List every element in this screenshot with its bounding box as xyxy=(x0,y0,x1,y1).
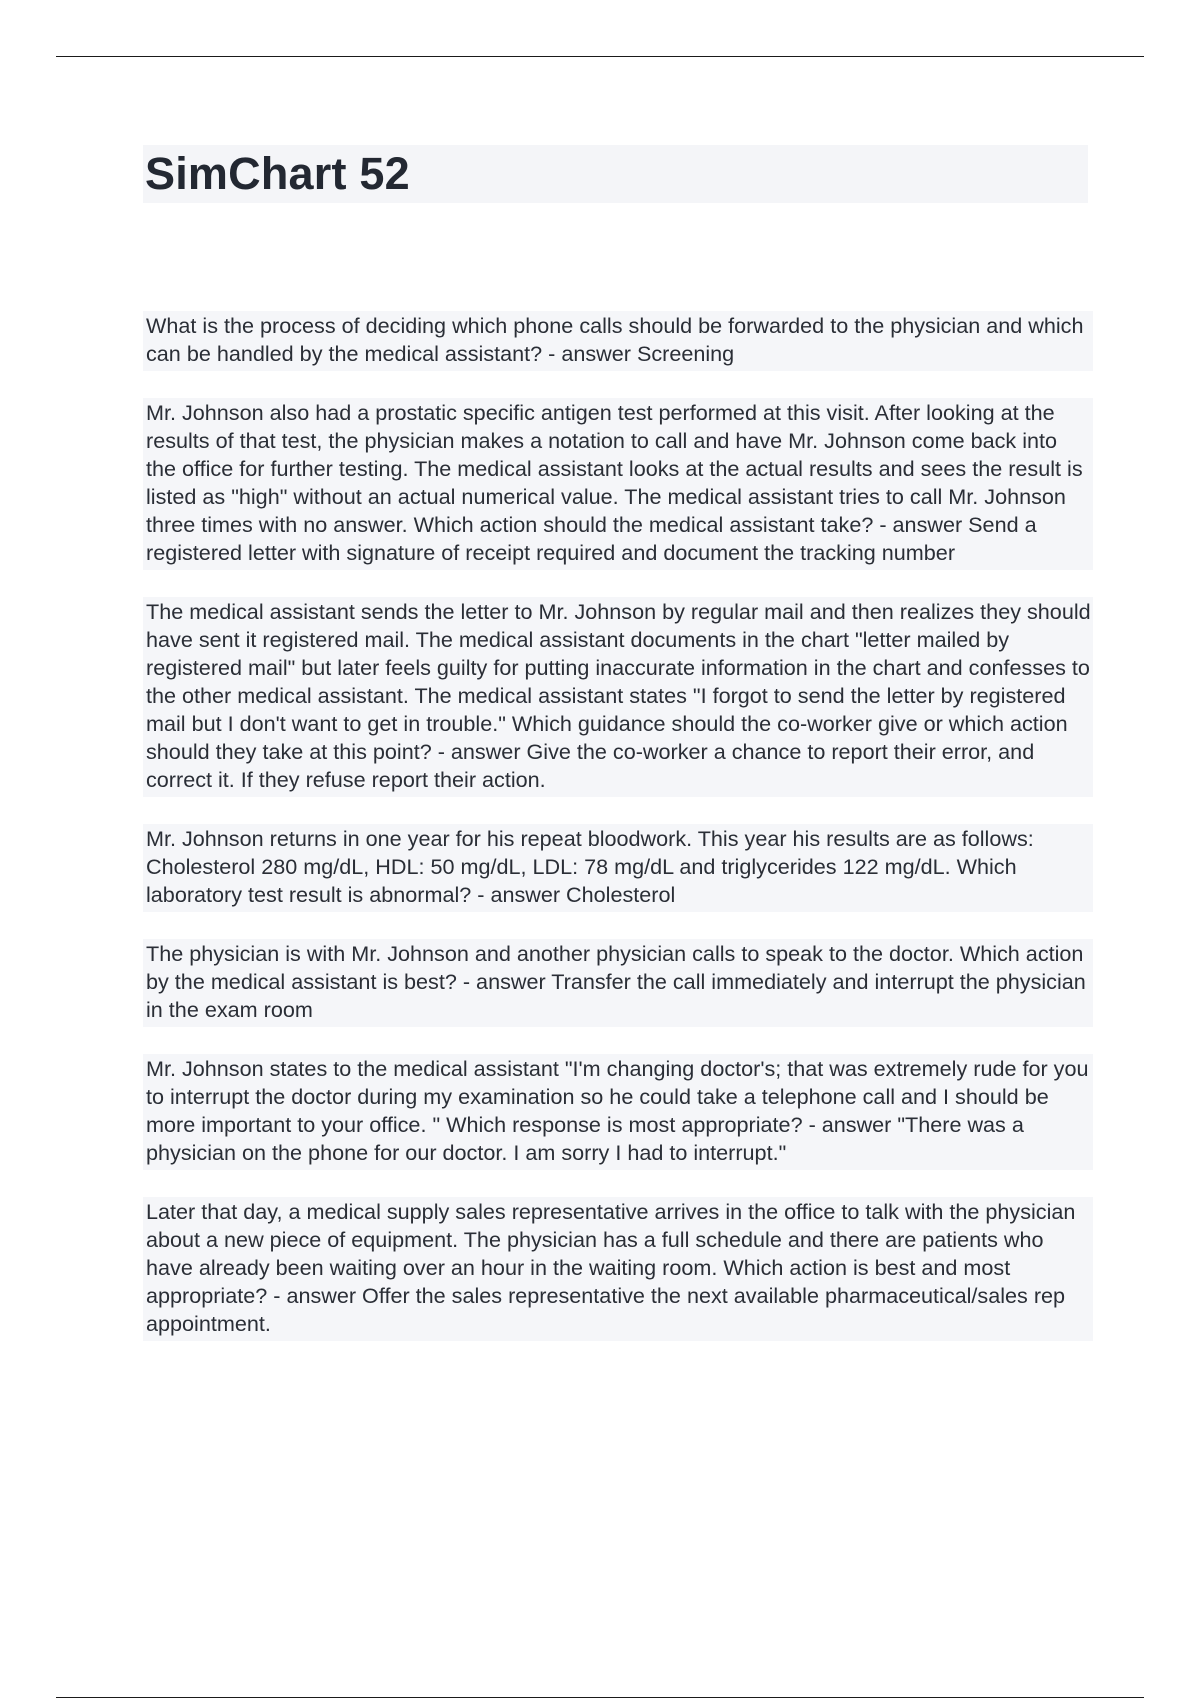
qa-item: Mr. Johnson also had a prostatic specific antigen test performed at this visit. After looking at the results of that test, the physician makes a notation to call and have Mr. Johnson come back into the office for further testing. The medical assistant looks at the actual results and sees the result is listed as "high" without an actual numerical value. The medical assistant tries to call Mr. Johnson three times with no answer. Which action should the medical assistant take? - answer Send a registered letter with signature of receipt required and document the tracking number xyxy=(143,398,1093,570)
qa-item: Later that day, a medical supply sales representative arrives in the office to talk with the physician about a new piece of equipment. The physician has a full schedule and there are patients who have already been waiting over an hour in the waiting room. Which action is best and most appropriate? - answer Offer the sales representative the next available pharmaceutical/sales rep appointment. xyxy=(143,1197,1093,1341)
qa-item: The physician is with Mr. Johnson and another physician calls to speak to the doctor. Which action by the medical assistant is best? - answer Transfer the call immediately and interrupt the physician in the exam room xyxy=(143,939,1093,1027)
top-rule xyxy=(56,56,1144,57)
qa-item: Mr. Johnson returns in one year for his repeat bloodwork. This year his results are as follows: Cholesterol 280 mg/dL, HDL: 50 mg/dL, LDL: 78 mg/dL and triglycerides 122 mg/dL. Which laboratory test result is abnormal? - answer Cholesterol xyxy=(143,824,1093,912)
qa-item: What is the process of deciding which phone calls should be forwarded to the physician and which can be handled by the medical assistant? - answer Screening xyxy=(143,311,1093,371)
document-title: SimChart 52 xyxy=(145,148,410,199)
qa-item: Mr. Johnson states to the medical assistant "I'm changing doctor's; that was extremely rude for you to interrupt the doctor during my examination so he could take a telephone call and I should be more important to your office. " Which response is most appropriate? - answer "There was a physician on the phone for our doctor. I am sorry I had to interrupt." xyxy=(143,1054,1093,1170)
bottom-rule xyxy=(56,1697,1144,1698)
qa-list xyxy=(143,311,1093,1368)
qa-item: The medical assistant sends the letter to Mr. Johnson by regular mail and then realizes they should have sent it registered mail. The medical assistant documents in the chart "letter mailed by registered mail" but later feels guilty for putting inaccurate information in the chart and confesses to the other medical assistant. The medical assistant states "I forgot to send the letter by registered mail but I don't want to get in trouble." Which guidance should the co-worker give or which action should they take at this point? - answer Give the co-worker a chance to report their error, and correct it. If they refuse report their action. xyxy=(143,597,1093,797)
